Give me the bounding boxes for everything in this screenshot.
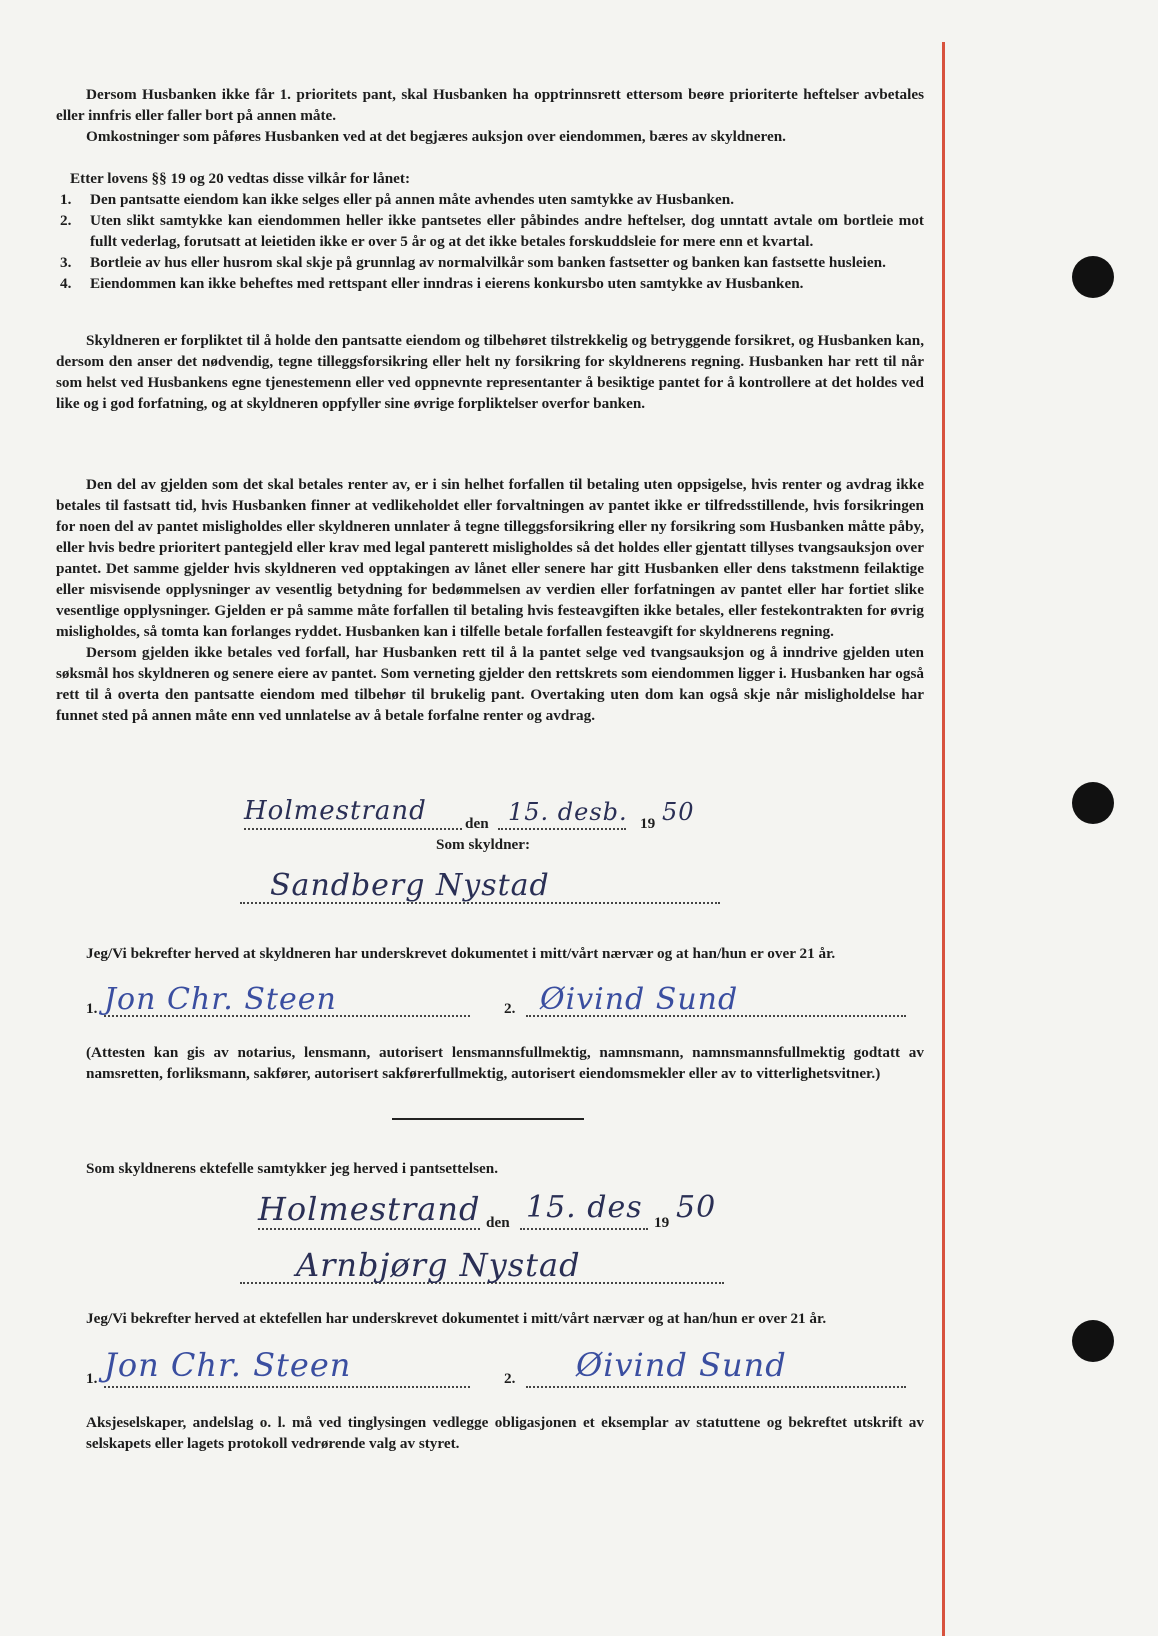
punch-hole-top [1072, 256, 1114, 298]
punch-hole-bottom [1072, 1320, 1114, 1362]
condition-text: Den pantsatte eiendom kan ikke selges eller på annen måte avhendes uten samtykke av Husbanken. [90, 191, 734, 208]
witness2-signature-2: Øivind Sund [576, 1346, 787, 1384]
margin-red-line [942, 42, 945, 1636]
condition-text: Uten slikt samtykke kan eiendommen heller ikke pantsetes eller påbindes andre heftelser, dog unntatt avtale om bortleie mot fullt vederlag, forutsatt at leietiden ikke er over 5 år og at det ikke betales forskuddsleie for mere enn et kvartal. [90, 212, 924, 250]
spouse-signature: Arnbjørg Nystad [296, 1246, 581, 1284]
punch-hole-middle [1072, 782, 1114, 824]
condition-number: 2. [60, 212, 72, 229]
witness-number-1: 1. [86, 1000, 98, 1017]
footer-note [86, 1412, 924, 1454]
costs-clause: Omkostninger som påføres Husbanken ved at det begjæres auksjon over eiendommen, bæres av skyldneren. [86, 128, 786, 145]
debtor-year: 50 [662, 798, 695, 826]
condition-text: Eiendommen kan ikke beheftes med rettspant eller inndras i eierens konkursbo uten samtykke av Husbanken. [90, 275, 804, 292]
spouse-date: 15. des [526, 1190, 643, 1225]
attest-note-text: (Attesten kan gis av notarius, lensmann, autorisert lensmannsfullmektig, namnsmann, namnsmannsfullmektig godtatt av namsretten, forliksmann, sakfører, autorisert sakførerfullmektig, autorisert eiendomsmekler eller av to vitterlighetsvitner.) [86, 1044, 924, 1082]
condition-item [56, 252, 924, 273]
condition-item [56, 273, 924, 294]
default-clause [56, 474, 924, 726]
debtor-signature: Sandberg Nystad [270, 868, 550, 903]
date-line [498, 828, 626, 830]
place-line [244, 828, 462, 830]
footer-note-text: Aksjeselskaper, andelslag o. l. må ved tinglysingen vedlegge obligasjonen et eksemplar av statuttene og bekreftet utskrift av selskapets eller lagets protokoll vedrørende valg av styret. [86, 1414, 924, 1452]
debtor-role-label: Som skyldner: [436, 836, 531, 853]
spouse-consent-statement: Som skyldnerens ektefelle samtykker jeg herved i pantsettelsen. [86, 1160, 498, 1177]
condition-item [56, 210, 924, 252]
year-prefix: 19 [640, 815, 656, 832]
den-label: den [465, 815, 489, 832]
witness2-line-1 [104, 1386, 470, 1388]
priority-clause: Dersom Husbanken ikke får 1. prioritets pant, skal Husbanken ha opptrinnsrett ettersom beøre prioriterte heftelser avbetales eller innfris eller faller bort på annen måte. [56, 86, 924, 124]
witness2-number-1: 1. [86, 1370, 98, 1387]
condition-text: Bortleie av hus eller husrom skal skje på grunnlag av normalvilkår som banken fastsetter og banken kan fastsette husleien. [90, 254, 886, 271]
witness-statement-debtor: Jeg/Vi bekrefter herved at skyldneren har underskrevet dokumentet i mitt/vårt nærvær og at han/hun er over 21 år. [86, 945, 836, 962]
witness2-line-2 [526, 1386, 906, 1388]
condition-number: 4. [60, 275, 72, 292]
condition-item [56, 189, 924, 210]
top-clauses [56, 84, 924, 147]
spouse-place: Holmestrand [258, 1190, 481, 1228]
spouse-year-prefix: 19 [654, 1214, 670, 1231]
section-divider [392, 1118, 584, 1120]
witness-signature-1: Jon Chr. Steen [104, 982, 337, 1017]
loan-conditions [56, 168, 924, 294]
witness2-number-2: 2. [504, 1370, 516, 1387]
spouse-date-line [520, 1228, 648, 1230]
insurance-text: Skyldneren er forpliktet til å holde den pantsatte eiendom og tilbehøret tilstrekkelig og betryggende forsikret, og Husbanken kan, dersom den anser det nødvendig, tegne tilleggsforsikring eller helt ny forsikring for skyldnerens regning. Husbanken har rett til når som helst ved Husbankens egne tjenestemenn eller ved oppnevnte representanter å besiktige pantet for å kontrollere at det holdes ved like og i god forfatning, og at skyldneren oppfyller sine øvrige forpliktelser overfor banken. [56, 332, 924, 412]
spouse-place-line [258, 1228, 480, 1230]
debtor-date: 15. desb. [508, 798, 628, 826]
default-text: Den del av gjelden som det skal betales renter av, er i sin helhet forfallen til betaling uten oppsigelse, hvis renter og avdrag ikke betales til fastsatt tid, hvis Husbanken finner at vedlikeholdet eller forvaltningen av pantet ikke er tilfredsstillende, hvis forsikringen for noen del av pantet misligholdes eller skyldneren unnlater å tegne tilleggsforsikring eller ny forsikring som Husbanken måtte påby, eller hvis bedre prioritert pantegjeld eller krav med legal panterett misligholdes så det holdes eller gjentatt tillyses tvangsauksjon over pantet. Det samme gjelder hvis skyldneren ved opptakingen av lånet eller senere har gitt Husbanken eller dens takstmenn feilaktige eller misvisende opplysninger av vesentlig betydning for bedømmelsen av verdien eller forfatningen av pantet eller har fortiet slike vesentlige opplysninger. Gjelden er på samme måte forfallen til betaling hvis festeavgiften ikke betales, eller festekontrakten for øvrig misligholdes, så tomta kan forlanges ryddet. Husbanken kan i tilfelle betale forfallen festeavgift for skyldnerens regning. [56, 476, 924, 640]
witness-number-2: 2. [504, 1000, 516, 1017]
condition-number: 3. [60, 254, 72, 271]
auction-text: Dersom gjelden ikke betales ved forfall, har Husbanken rett til å la pantet selge ved tvangsauksjon og å inndrive gjelden uten søksmål hos skyldneren og senere eiere av pantet. Som verneting gjelder den rettskrets som eiendommen ligger i. Husbanken har også rett til å overta den pantsatte eiendom med tilbehør til brukelig pant. Overtaking uten dom kan også skje når misligholdelse har funnet sted på annen måte enn ved unnlatelse av å betale forfalne renter og avdrag. [56, 644, 924, 724]
conditions-intro: Etter lovens §§ 19 og 20 vedtas disse vilkår for lånet: [70, 170, 411, 187]
debtor-place: Holmestrand [244, 796, 427, 826]
spouse-year: 50 [676, 1190, 717, 1225]
insurance-clause [56, 330, 924, 414]
condition-number: 1. [60, 191, 72, 208]
witness-statement-spouse: Jeg/Vi bekrefter herved at ektefellen har underskrevet dokumentet i mitt/vårt nærvær og at han/hun er over 21 år. [86, 1310, 827, 1327]
spouse-den-label: den [486, 1214, 510, 1231]
attest-note [86, 1042, 924, 1084]
witness-signature-2: Øivind Sund [540, 982, 739, 1017]
witness2-signature-1: Jon Chr. Steen [104, 1346, 352, 1384]
